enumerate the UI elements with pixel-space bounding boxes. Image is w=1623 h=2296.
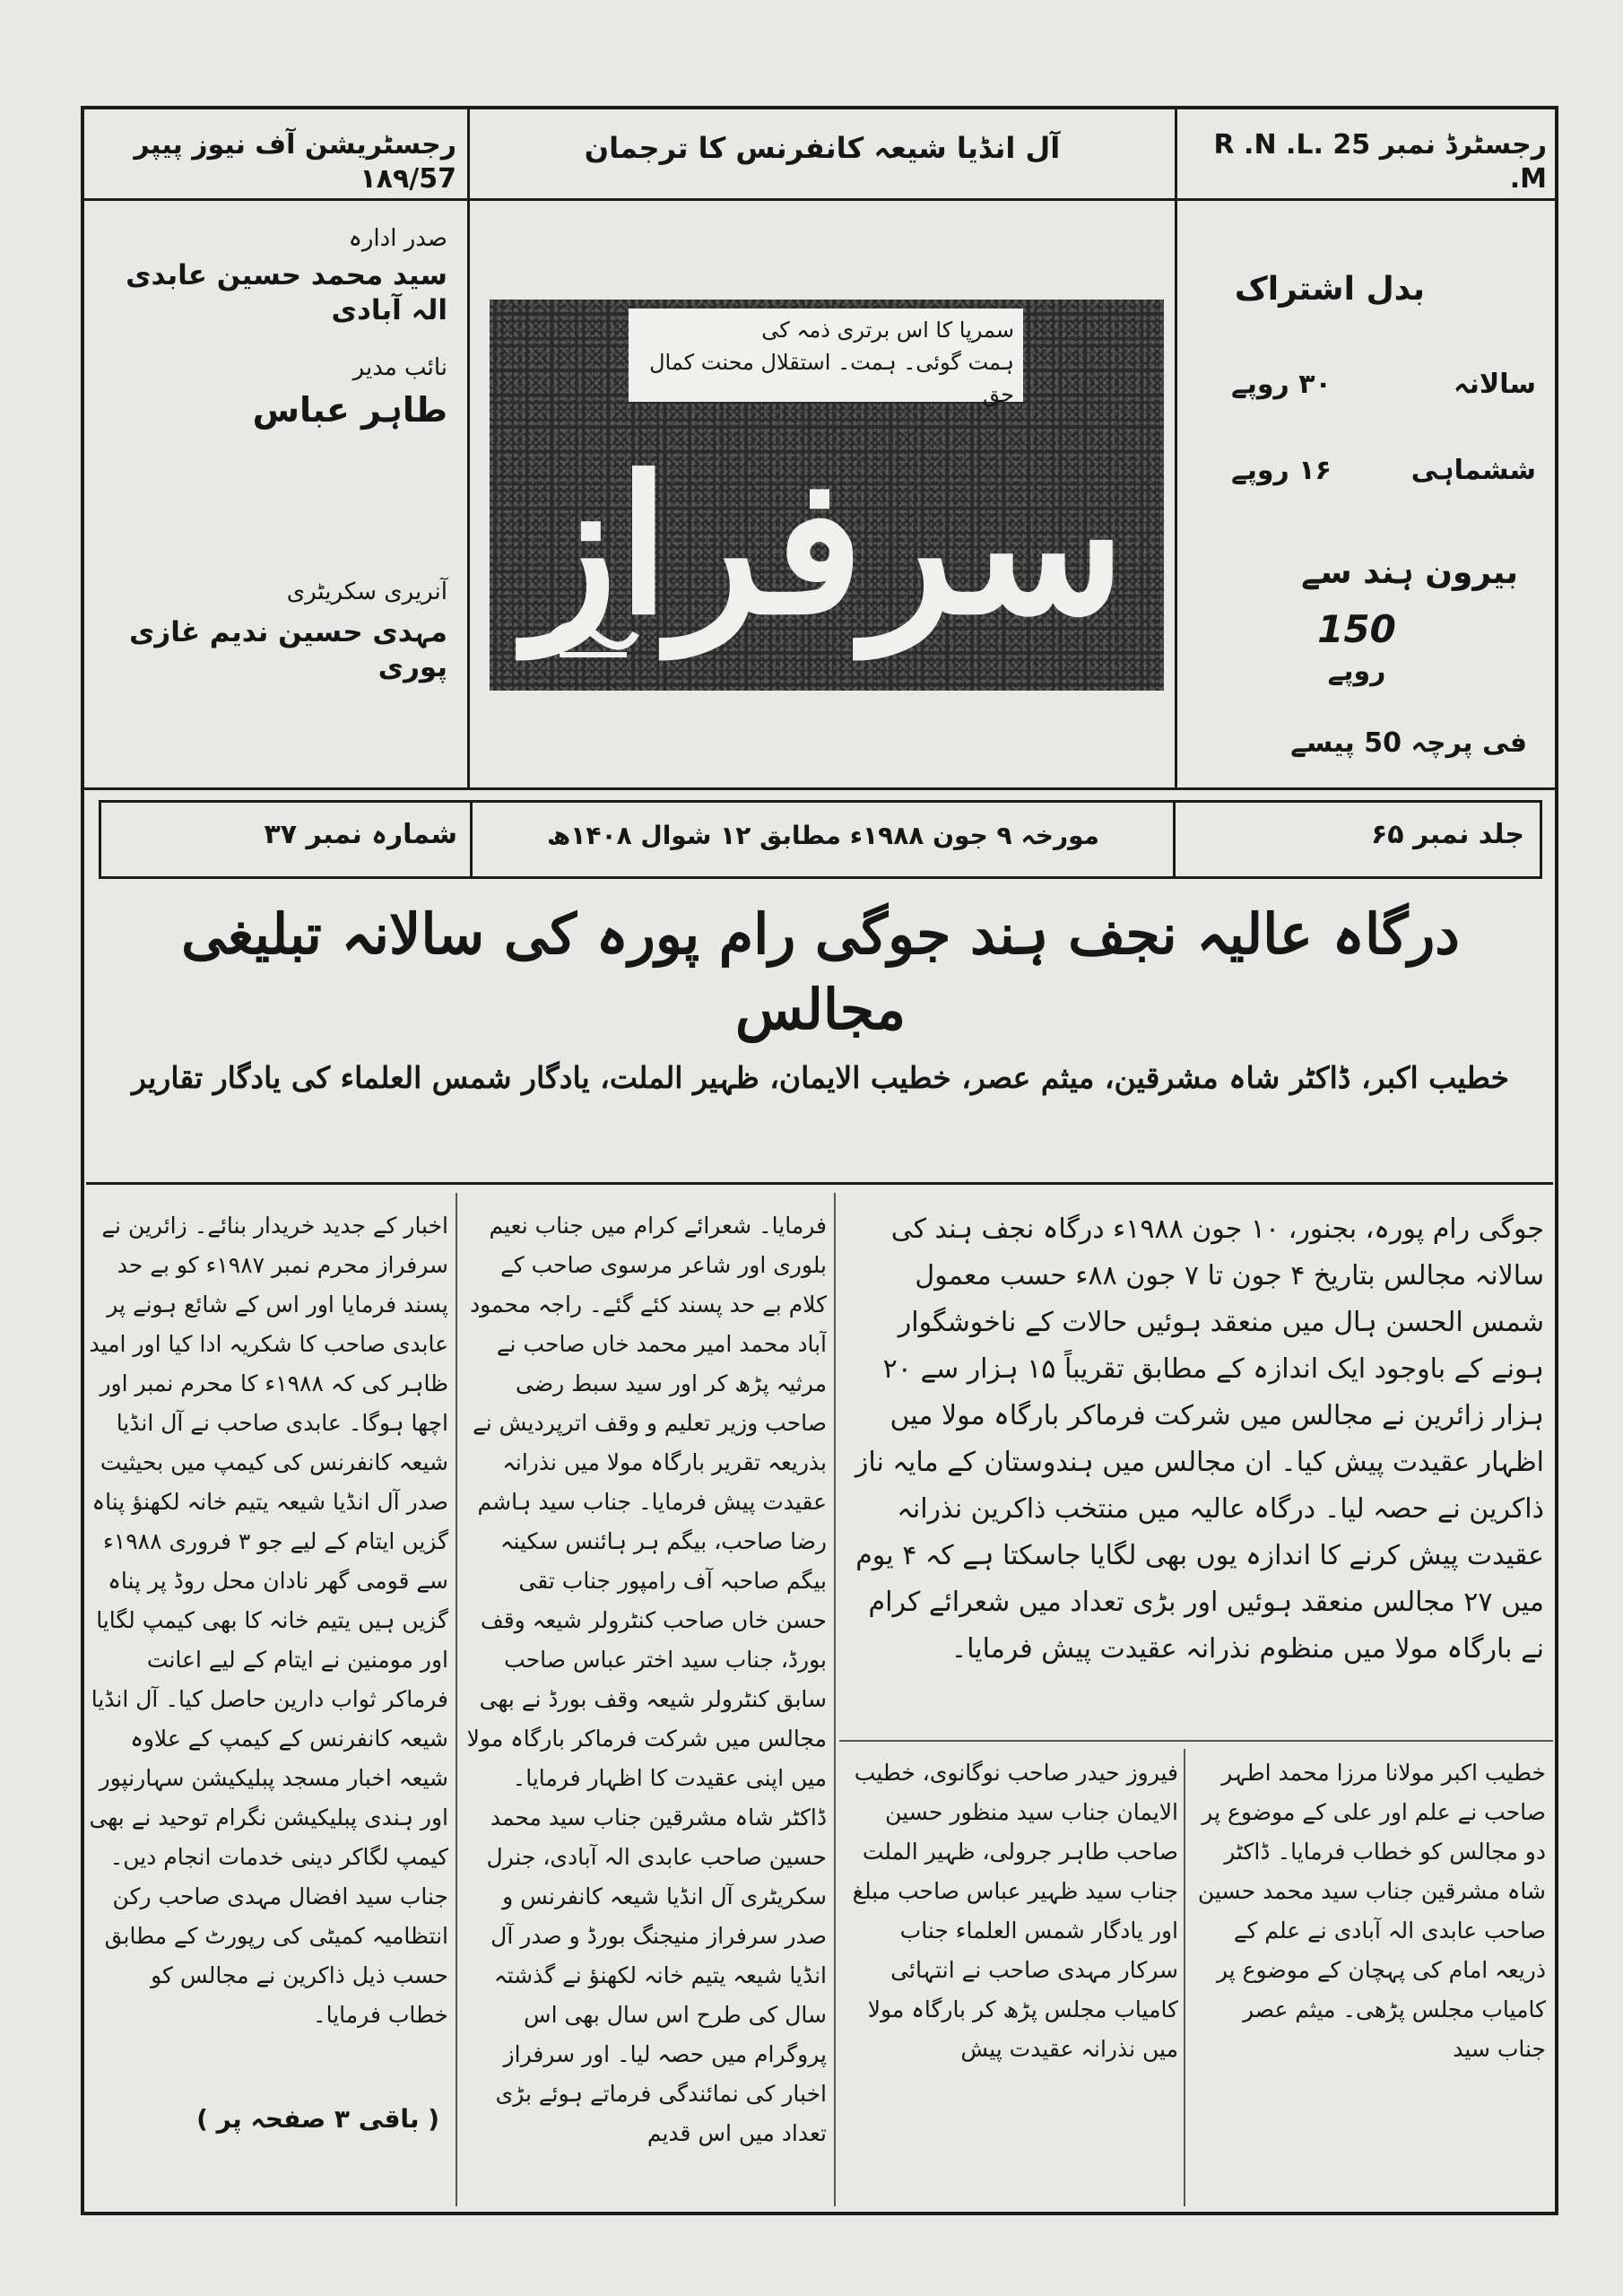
article-right-bottom-b: فیروز حیدر صاحب نوگانوی، خطیب الایمان جناب سید منظور حسین صاحب طاہر جرولی، ظہیر الملت جناب سید ظہیر عباس صاحب مبلغ اور یادگار شمس العلماء جناب سرکار مہدی صاحب نے انتہائی کامیاب مجلس پڑھ کر بارگاہ مولا میں نذرانہ عقیدت پیش	[852, 1760, 1178, 2062]
annual-value: ۳۰ روپے	[1231, 369, 1332, 400]
issue-number: شمارہ نمبر ۳۷	[264, 819, 457, 850]
subscription-box	[1175, 198, 1558, 790]
masthead-logo	[490, 300, 1164, 691]
deputy-editor-name: طاہر عباس	[252, 390, 447, 430]
logo-slogan-line1: سمرپا کا اس برتری ذمہ کی	[761, 317, 1014, 343]
editors-box	[81, 198, 470, 790]
secretary-label: آنریری سکریٹری	[286, 578, 447, 605]
issue-divider-right	[1173, 800, 1176, 879]
secretary-name: مہدی حسین ندیم غازی پوری	[128, 616, 447, 683]
right-column-rule	[839, 1740, 1553, 1742]
deputy-editor-label: نائب مدیر	[352, 354, 447, 381]
calligraphy-flourish-icon	[542, 608, 640, 662]
continued-note: ( باقی ۳ صفحہ پر )	[196, 2104, 439, 2134]
registration-left: رجسٹریشن آف نیوز پیپر ۱۸۹/57	[134, 129, 456, 195]
logo-slogan	[629, 309, 1023, 407]
half-year-value: ۱۶ روپے	[1231, 455, 1332, 486]
registration-right: رجسٹرڈ نمبر 25 .R .N .L .M	[1213, 129, 1547, 195]
annual-label: سالانہ	[1454, 369, 1536, 400]
logo-word: سرفراز	[526, 435, 1125, 657]
volume-number: جلد نمبر ۶۵	[1371, 819, 1524, 850]
registration-left-box	[81, 106, 470, 201]
organ-box	[467, 106, 1177, 201]
article-right-top: جوگی رام پورہ، بجنور، ۱۰ جون ۱۹۸۸ء درگاہ نجف ہند کی سالانہ مجالس بتاریخ ۴ جون تا ۷ جون ۸۸ء حسب معمول شمس الحسن ہال میں منعقد ہوئیں حالات کے ناخوشگوار ہونے کے باوجود ایک اندازہ کے مطابق تقریباً ۱۵ ہزار سے ۲۰ ہزار زائرین نے مجالس میں شرکت فرماکر بارگاہ مولا میں اظہار عقیدت پیش کیا۔ ان مجالس میں ہندوستان کے مایہ ناز ذاکرین نے حصہ لیا۔ درگاہ عالیہ میں منتخب ذاکرین نذرانہ عقیدت پیش کرنے کا اندازہ یوں بھی لگایا جاسکتا ہے کہ ۴ یوم میں ۲۷ مجالس منعقد ہوئیں اور بڑی تعداد میں شعرائے کرام نے بارگاہ مولا میں منظوم نذرانہ عقیدت پیش فرمایا۔	[855, 1213, 1544, 1665]
article-left: اخبار کے جدید خریدار بنائے۔ زائرین نے سرفراز محرم نمبر ۱۹۸۷ء کو بے حد پسند فرمایا اور اس کے شائع ہونے پر عابدی صاحب کا شکریہ ادا کیا اور امید ظاہر کی کہ ۱۹۸۸ء کا محرم نمبر اور اچھا ہوگا۔ عابدی صاحب نے آل انڈیا شیعہ کانفرنس کی کیمپ میں بحیثیت صدر آل انڈیا شیعہ یتیم خانہ لکھنؤ پناہ گزیں ایتام کے لیے جو ۳ فروری ۱۹۸۸ء سے قومی گھر نادان محل روڈ پر پناہ گزیں ہیں یتیم خانہ کا بھی کیمپ لگایا اور مومنین نے ایتام کے لیے اعانت فرماکر ثواب دارین حاصل کیا۔ آل انڈیا شیعہ کانفرنس کے کیمپ کے علاوہ شیعہ اخبار مسجد پبلیکیشن سہارنپور اور ہندی پبلیکیشن نگرام توحید نے بھی کیمپ لگاکر دینی خدمات انجام دیں۔ جناب سید افضال مہدی صاحب رکن انتظامیہ کمیٹی کی رپورٹ کے مطابق حسب ذیل ذاکرین نے مجالس کو خطاب فرمایا۔	[89, 1213, 448, 2028]
issue-divider-left	[470, 800, 473, 879]
headline-rule	[86, 1182, 1553, 1185]
registration-right-box	[1175, 106, 1558, 201]
abroad-value: 150	[1317, 607, 1396, 651]
abroad-label: بیرون ہند سے	[1301, 554, 1518, 591]
logo-slogan-line2: ہمت گوئی۔ ہمت۔ استقلال محنت کمال حق	[649, 350, 1014, 407]
article-right-bottom-a: خطیب اکبر مولانا مرزا محمد اطہر صاحب نے علم اور علی کے موضوع پر دو مجالس کو خطاب فرمایا۔ ڈاکٹر شاہ مشرقین جناب سید محمد حسین صاحب عابدی الہ آبادی نے علم کے ذریعہ امام کی پہچان کے موضوع پر کامیاب مجلس پڑھی۔ میثم عصر جناب سید	[1197, 1760, 1546, 2062]
chief-editor-name: سید محمد حسین عابدی الہ آبادی	[126, 259, 447, 326]
sub-headline: خطیب اکبر، ڈاکٹر شاہ مشرقین، میثم عصر، خطیب الایمان، ظہیر الملت، یادگار شمس العلماء کی یادگار تقاریر	[131, 1060, 1509, 1095]
article-middle: فرمایا۔ شعرائے کرام میں جناب نعیم بلوری اور شاعر مرسوی صاحب کے کلام بے حد پسند کئے گئے۔ راجہ محمود آباد محمد امیر محمد خاں صاحب نے مرثیہ پڑھ کر اور سید سبط رضی صاحب وزیر تعلیم و وقف اترپردیش نے بذریعہ تقریر بارگاہ مولا میں نذرانہ عقیدت پیش فرمایا۔ جناب سید ہاشم رضا صاحب، بیگم ہر ہائنس سکینہ بیگم صاحبہ آف رامپور جناب تقی حسن خاں صاحب کنٹرولر شیعہ وقف بورڈ، جناب سید اختر عباس صاحب سابق کنٹرولر شیعہ وقف بورڈ نے بھی مجالس میں شرکت فرماکر بارگاہ مولا میں اپنی عقیدت کا اظہار فرمایا۔ ڈاکٹر شاہ مشرقین جناب سید محمد حسین صاحب عابدی الہ آبادی، جنرل سکریٹری آل انڈیا شیعہ کانفرنس و صدر سرفراز منیجنگ بورڈ و صدر آل انڈیا شیعہ یتیم خانہ لکھنؤ نے گذشتہ سال کی طرح اس سال بھی اس پروگرام میں حصہ لیا۔ اور سرفراز اخبار کی نمائندگی فرماتے ہوئے بڑی تعداد میں اس قدیم	[466, 1213, 827, 2146]
column-divider-2	[834, 1193, 836, 2206]
half-year-label: ششماہی	[1410, 455, 1536, 486]
abroad-unit: روپے	[1327, 656, 1386, 687]
column-divider-1	[456, 1193, 457, 2206]
main-headline: درگاہ عالیہ نجف ہند جوگی رام پورہ کی سالانہ تبلیغی مجالس	[181, 901, 1460, 1042]
per-copy-price: فی پرچہ 50 پیسے	[1290, 727, 1527, 759]
subscription-title: بدل اشتراک	[1234, 271, 1425, 308]
organ-title: آل انڈیا شیعہ کانفرنس کا ترجمان	[584, 131, 1061, 165]
chief-editor-label: صدر ادارہ	[348, 225, 447, 252]
column-divider-3	[1184, 1749, 1185, 2206]
issue-date: مورخہ ۹ جون ۱۹۸۸ء مطابق ۱۲ شوال ۱۴۰۸ھ	[547, 821, 1099, 850]
